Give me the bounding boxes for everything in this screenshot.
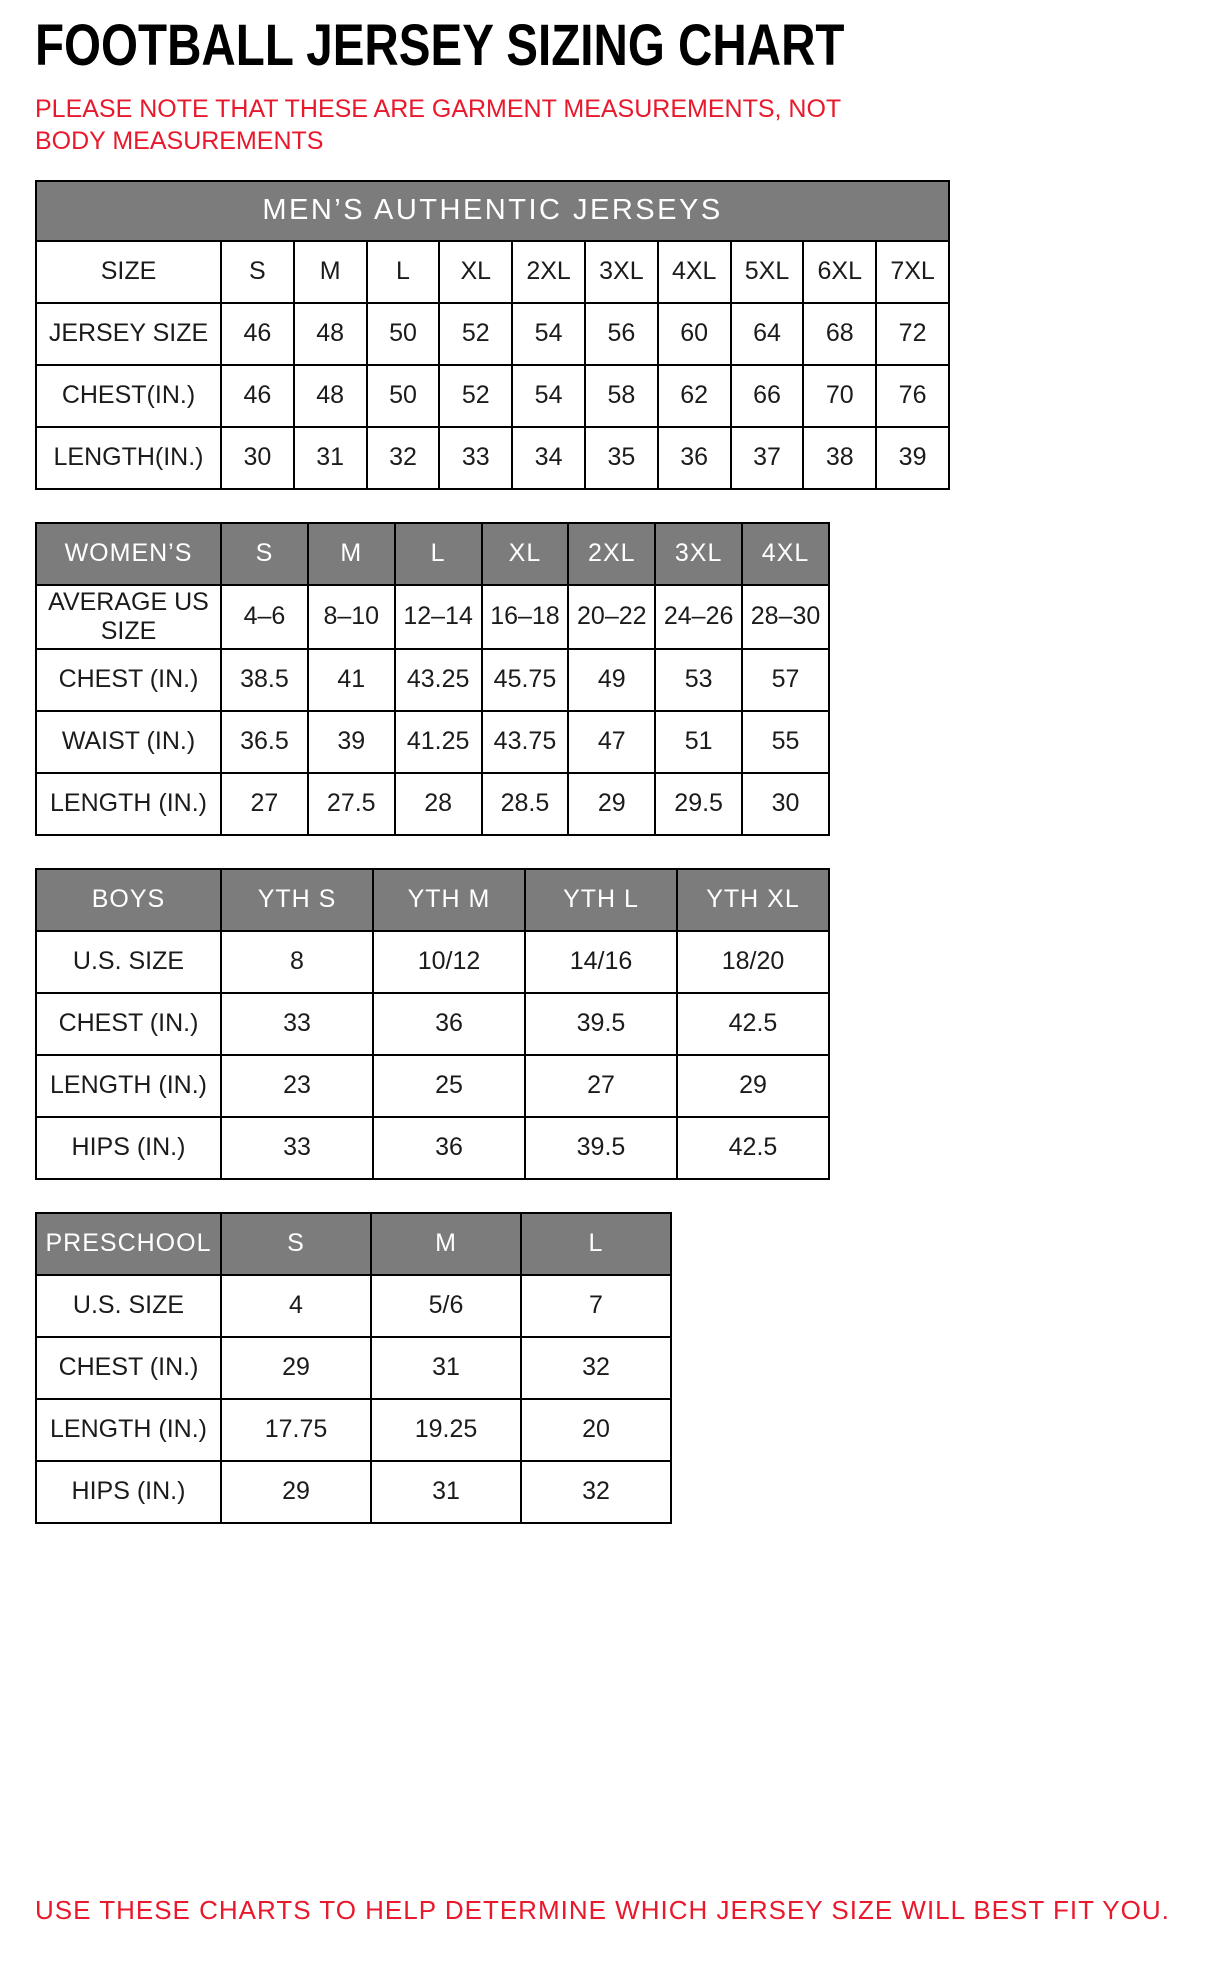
table-cell: 20 xyxy=(521,1399,671,1461)
table-cell: 41 xyxy=(308,649,395,711)
table-cell: 28.5 xyxy=(482,773,569,835)
table-row xyxy=(36,241,949,303)
table-row xyxy=(36,773,829,835)
boys-jerseys-section xyxy=(35,868,1185,1180)
column-header: S xyxy=(221,523,308,585)
table-cell: 27 xyxy=(221,773,308,835)
mens-table-banner-row xyxy=(36,181,949,241)
table-header-row xyxy=(36,523,829,585)
table-cell: 27.5 xyxy=(308,773,395,835)
table-cell: 29 xyxy=(221,1337,371,1399)
table-cell: 66 xyxy=(731,365,804,427)
row-label: LENGTH(IN.) xyxy=(36,427,221,489)
womens-jerseys-section xyxy=(35,522,1185,836)
column-header: YTH M xyxy=(373,869,525,931)
table-cell: 33 xyxy=(221,1117,373,1179)
table-cell: 48 xyxy=(294,365,367,427)
table-row xyxy=(36,711,829,773)
row-label: SIZE xyxy=(36,241,221,303)
column-header: YTH L xyxy=(525,869,677,931)
table-cell: 36 xyxy=(658,427,731,489)
womens-jerseys-table xyxy=(35,522,830,836)
table-cell: 54 xyxy=(512,365,585,427)
boys-jerseys-table xyxy=(35,868,830,1180)
table-cell: 50 xyxy=(367,365,440,427)
table-cell: 28 xyxy=(395,773,482,835)
table-cell: 18/20 xyxy=(677,931,829,993)
table-cell: 45.75 xyxy=(482,649,569,711)
row-label: HIPS (IN.) xyxy=(36,1117,221,1179)
table-cell: 28–30 xyxy=(742,585,829,649)
table-cell: 33 xyxy=(221,993,373,1055)
table-cell: 38.5 xyxy=(221,649,308,711)
row-label: HIPS (IN.) xyxy=(36,1461,221,1523)
column-header: L xyxy=(521,1213,671,1275)
table-cell: 35 xyxy=(585,427,658,489)
table-cell: 58 xyxy=(585,365,658,427)
table-cell: 57 xyxy=(742,649,829,711)
table-cell: 23 xyxy=(221,1055,373,1117)
table-cell: 48 xyxy=(294,303,367,365)
table-cell: 60 xyxy=(658,303,731,365)
row-label: CHEST (IN.) xyxy=(36,649,221,711)
table-header-row xyxy=(36,869,829,931)
mens-table-body xyxy=(36,241,949,489)
preschool-jerseys-table xyxy=(35,1212,672,1524)
row-label: WAIST (IN.) xyxy=(36,711,221,773)
table-cell: 31 xyxy=(371,1461,521,1523)
table-cell: 51 xyxy=(655,711,742,773)
table-cell: 36 xyxy=(373,1117,525,1179)
table-cell: 24–26 xyxy=(655,585,742,649)
column-header: L xyxy=(395,523,482,585)
table-cell: 29 xyxy=(221,1461,371,1523)
row-label: U.S. SIZE xyxy=(36,1275,221,1337)
womens-table-body xyxy=(36,523,829,835)
table-cell: 39 xyxy=(876,427,949,489)
table-cell: 52 xyxy=(439,303,512,365)
table-cell: 38 xyxy=(803,427,876,489)
column-header: 3XL xyxy=(655,523,742,585)
table-cell: 29 xyxy=(677,1055,829,1117)
table-cell: 42.5 xyxy=(677,1117,829,1179)
table-corner-header: BOYS xyxy=(36,869,221,931)
table-cell: 5/6 xyxy=(371,1275,521,1337)
mens-authentic-jerseys-table xyxy=(35,180,950,490)
table-cell: 39 xyxy=(308,711,395,773)
table-cell: 46 xyxy=(221,303,294,365)
row-label: LENGTH (IN.) xyxy=(36,773,221,835)
table-cell: 68 xyxy=(803,303,876,365)
table-cell: 6XL xyxy=(803,241,876,303)
table-cell: 31 xyxy=(294,427,367,489)
table-cell: 12–14 xyxy=(395,585,482,649)
preschool-table-body xyxy=(36,1213,671,1523)
row-label: AVERAGE US SIZE xyxy=(36,585,221,649)
table-cell: 36 xyxy=(373,993,525,1055)
table-cell: 16–18 xyxy=(482,585,569,649)
table-cell: 32 xyxy=(367,427,440,489)
page-title: FOOTBALL JERSEY SIZING CHART xyxy=(35,13,845,78)
table-row xyxy=(36,931,829,993)
table-cell: 27 xyxy=(525,1055,677,1117)
table-cell: 32 xyxy=(521,1337,671,1399)
column-header: M xyxy=(371,1213,521,1275)
table-cell: 29.5 xyxy=(655,773,742,835)
column-header: YTH S xyxy=(221,869,373,931)
mens-table-title: MEN’S AUTHENTIC JERSEYS xyxy=(36,181,949,241)
table-cell: 70 xyxy=(803,365,876,427)
boys-table-body xyxy=(36,869,829,1179)
table-cell: 42.5 xyxy=(677,993,829,1055)
table-cell: 30 xyxy=(742,773,829,835)
table-cell: 33 xyxy=(439,427,512,489)
table-cell: 41.25 xyxy=(395,711,482,773)
table-cell: 64 xyxy=(731,303,804,365)
table-cell: 7 xyxy=(521,1275,671,1337)
table-cell: 8–10 xyxy=(308,585,395,649)
row-label: JERSEY SIZE xyxy=(36,303,221,365)
row-label: CHEST(IN.) xyxy=(36,365,221,427)
table-cell: 19.25 xyxy=(371,1399,521,1461)
table-cell: 56 xyxy=(585,303,658,365)
table-cell: 39.5 xyxy=(525,1117,677,1179)
table-cell: 7XL xyxy=(876,241,949,303)
table-cell: 43.25 xyxy=(395,649,482,711)
table-cell: 4XL xyxy=(658,241,731,303)
table-cell: 5XL xyxy=(731,241,804,303)
table-cell: 34 xyxy=(512,427,585,489)
preschool-jerseys-section xyxy=(35,1212,1185,1524)
table-cell: XL xyxy=(439,241,512,303)
table-cell: 50 xyxy=(367,303,440,365)
row-label: CHEST (IN.) xyxy=(36,1337,221,1399)
table-row xyxy=(36,585,829,649)
row-label: LENGTH (IN.) xyxy=(36,1399,221,1461)
table-cell: 31 xyxy=(371,1337,521,1399)
table-cell: 10/12 xyxy=(373,931,525,993)
table-cell: M xyxy=(294,241,367,303)
table-cell: 37 xyxy=(731,427,804,489)
column-header: YTH XL xyxy=(677,869,829,931)
table-cell: 17.75 xyxy=(221,1399,371,1461)
table-cell: 72 xyxy=(876,303,949,365)
table-row xyxy=(36,365,949,427)
table-cell: 49 xyxy=(568,649,655,711)
table-cell: 25 xyxy=(373,1055,525,1117)
table-cell: 3XL xyxy=(585,241,658,303)
table-corner-header: PRESCHOOL xyxy=(36,1213,221,1275)
table-row xyxy=(36,303,949,365)
table-row xyxy=(36,993,829,1055)
table-row xyxy=(36,1275,671,1337)
column-header: XL xyxy=(482,523,569,585)
table-cell: 62 xyxy=(658,365,731,427)
table-cell: 8 xyxy=(221,931,373,993)
table-cell: 32 xyxy=(521,1461,671,1523)
table-row xyxy=(36,427,949,489)
table-cell: 55 xyxy=(742,711,829,773)
row-label: U.S. SIZE xyxy=(36,931,221,993)
table-cell: 39.5 xyxy=(525,993,677,1055)
table-cell: 47 xyxy=(568,711,655,773)
table-row xyxy=(36,1117,829,1179)
column-header: 2XL xyxy=(568,523,655,585)
table-row xyxy=(36,1337,671,1399)
table-cell: 54 xyxy=(512,303,585,365)
table-cell: L xyxy=(367,241,440,303)
table-row xyxy=(36,1055,829,1117)
table-cell: 76 xyxy=(876,365,949,427)
table-cell: 29 xyxy=(568,773,655,835)
table-corner-header: WOMEN’S xyxy=(36,523,221,585)
table-cell: 4 xyxy=(221,1275,371,1337)
table-cell: 20–22 xyxy=(568,585,655,649)
column-header: 4XL xyxy=(742,523,829,585)
garment-measurement-note: PLEASE NOTE THAT THESE ARE GARMENT MEASUREMENTS, NOT BODY MEASUREMENTS xyxy=(35,94,841,156)
footer-advice-text: USE THESE CHARTS TO HELP DETERMINE WHICH JERSEY SIZE WILL BEST FIT YOU. xyxy=(35,1895,1170,1925)
table-cell: 43.75 xyxy=(482,711,569,773)
table-row xyxy=(36,649,829,711)
column-header: M xyxy=(308,523,395,585)
table-row xyxy=(36,1461,671,1523)
table-cell: S xyxy=(221,241,294,303)
table-cell: 46 xyxy=(221,365,294,427)
table-cell: 30 xyxy=(221,427,294,489)
table-cell: 14/16 xyxy=(525,931,677,993)
mens-jerseys-section xyxy=(35,180,1185,490)
table-cell: 2XL xyxy=(512,241,585,303)
row-label: LENGTH (IN.) xyxy=(36,1055,221,1117)
table-cell: 4–6 xyxy=(221,585,308,649)
table-header-row xyxy=(36,1213,671,1275)
table-cell: 36.5 xyxy=(221,711,308,773)
row-label: CHEST (IN.) xyxy=(36,993,221,1055)
table-cell: 53 xyxy=(655,649,742,711)
column-header: S xyxy=(221,1213,371,1275)
table-row xyxy=(36,1399,671,1461)
table-cell: 52 xyxy=(439,365,512,427)
